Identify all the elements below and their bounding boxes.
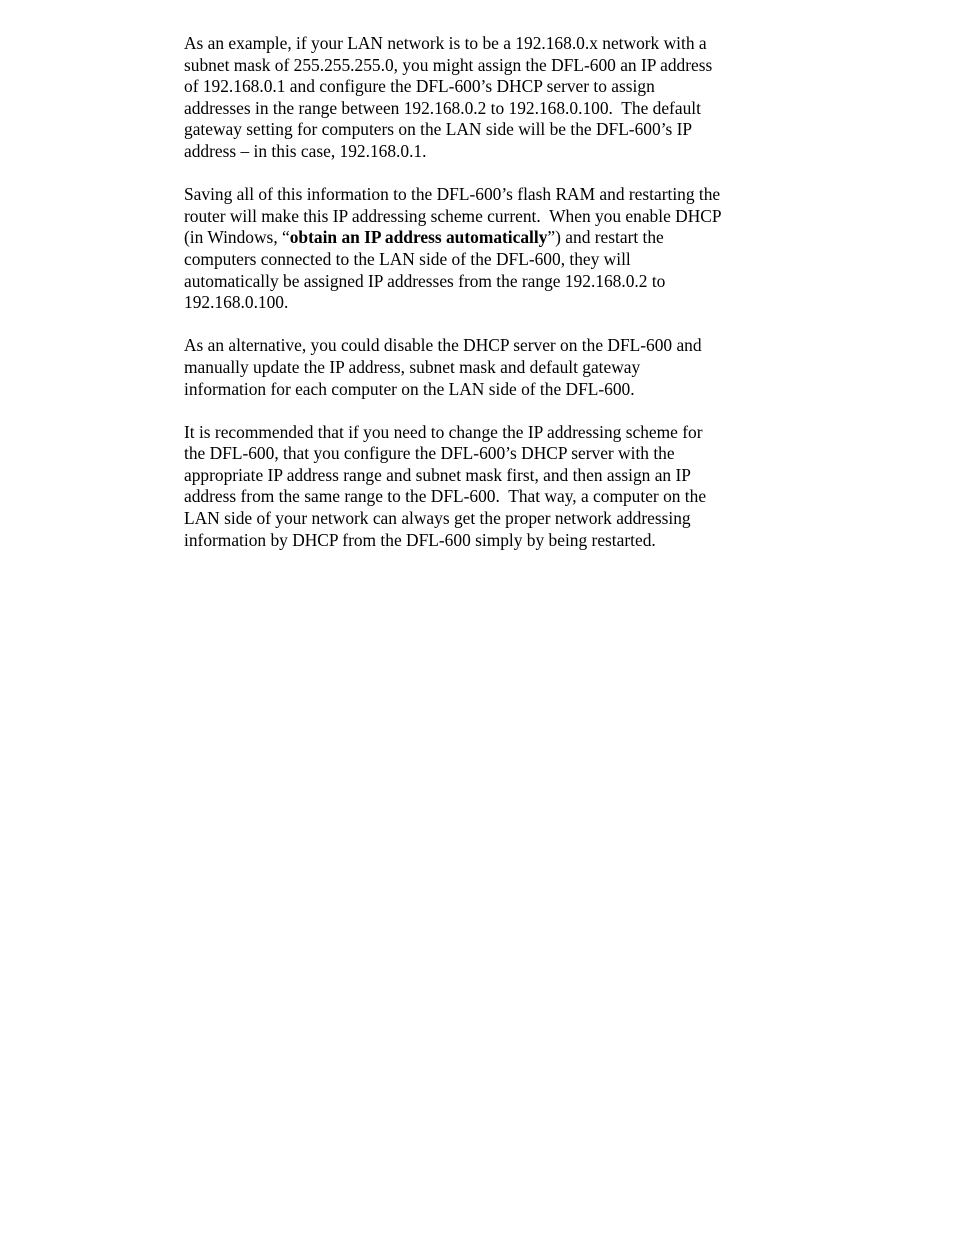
text-line: gateway setting for computers on the LAN side will be the DFL-600’s IP xyxy=(184,119,693,140)
text-line: As an alternative, you could disable the DHCP server on the DFL-600 and xyxy=(184,335,702,356)
text-line: the DFL-600, that you configure the DFL-600’s DHCP server with the xyxy=(184,443,675,464)
paragraph-recommendation xyxy=(184,422,784,552)
text-line: automatically be assigned IP addresses from the range 192.168.0.2 to xyxy=(184,270,666,291)
document-page xyxy=(184,33,784,573)
text-line: Saving all of this information to the DFL-600’s flash RAM and restarting the xyxy=(184,184,721,205)
text-line: of 192.168.0.1 and configure the DFL-600’s DHCP server to assign xyxy=(184,76,655,97)
text-line: computers connected to the LAN side of the DFL-600, they will xyxy=(184,248,631,269)
text-line: router will make this IP addressing scheme current. When you enable DHCP xyxy=(184,205,722,226)
text-line: appropriate IP address range and subnet mask first, and then assign an IP xyxy=(184,464,691,485)
text-fragment: ”) and restart the xyxy=(547,227,664,248)
text-line: addresses in the range between 192.168.0.2 to 192.168.0.100. The default xyxy=(184,97,701,118)
paragraph-saving xyxy=(184,184,784,314)
text-line: address from the same range to the DFL-600. That way, a computer on the xyxy=(184,486,707,507)
paragraph-example xyxy=(184,33,784,163)
text-fragment: (in Windows, “ xyxy=(184,227,290,248)
text-line-mixed xyxy=(184,227,784,249)
bold-emphasis: obtain an IP address automatically xyxy=(289,227,548,248)
text-line: It is recommended that if you need to change the IP addressing scheme for xyxy=(184,421,703,442)
text-line: subnet mask of 255.255.255.0, you might assign the DFL-600 an IP address xyxy=(184,54,713,75)
text-line: information by DHCP from the DFL-600 simply by being restarted. xyxy=(184,529,656,550)
text-line: manually update the IP address, subnet mask and default gateway xyxy=(184,356,641,377)
text-line: LAN side of your network can always get the proper network addressing xyxy=(184,508,691,529)
text-line: information for each computer on the LAN side of the DFL-600. xyxy=(184,378,635,399)
text-line: As an example, if your LAN network is to be a 192.168.0.x network with a xyxy=(184,33,707,53)
text-line: address – in this case, 192.168.0.1. xyxy=(184,140,427,161)
text-line: 192.168.0.100. xyxy=(184,292,289,313)
paragraph-alternative xyxy=(184,335,784,400)
